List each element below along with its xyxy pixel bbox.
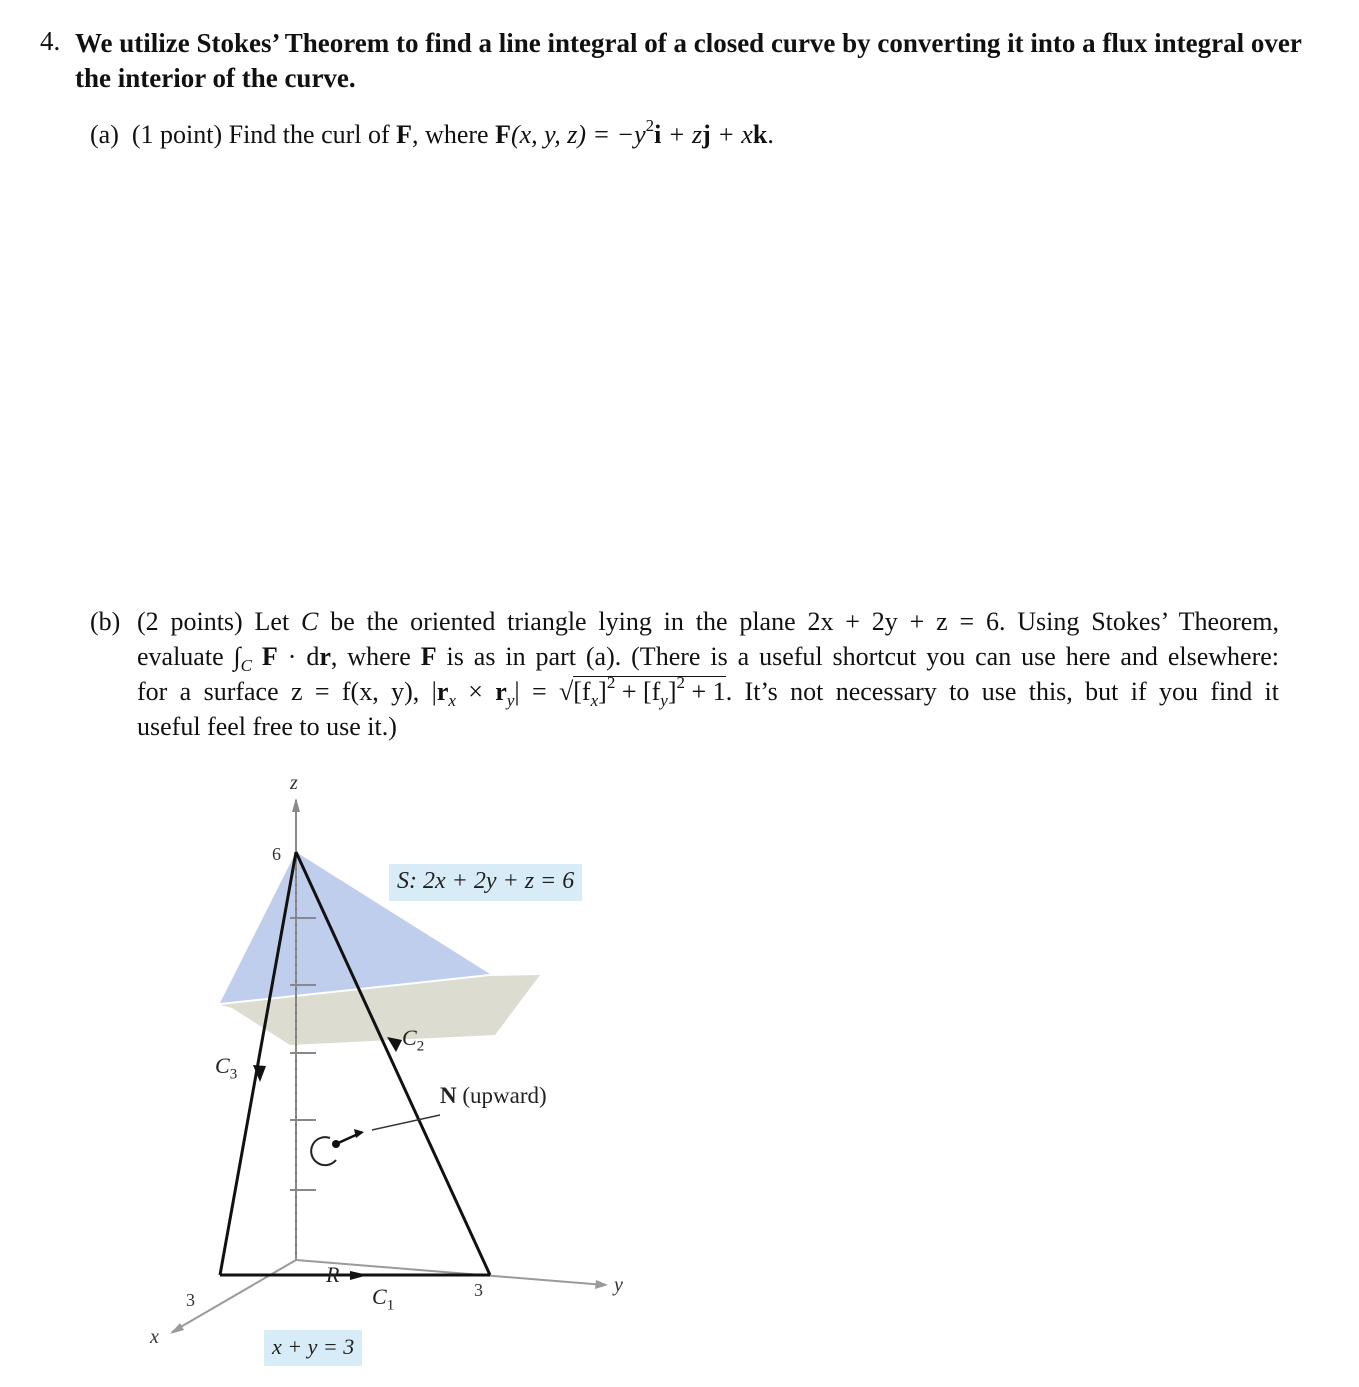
- integral-sign: evaluate ∫: [137, 642, 241, 671]
- part-b-line3-rest: . It’s not necessary to use this, but if you find it: [725, 677, 1280, 706]
- sqrt-fy-open: + [f: [621, 677, 661, 706]
- part-b-points: (2 points): [137, 607, 243, 636]
- curve-c: C: [301, 607, 319, 636]
- c1-label: [372, 1284, 395, 1314]
- region-label: R: [326, 1262, 340, 1287]
- unit-j: j: [702, 120, 711, 149]
- c3-label: [215, 1053, 238, 1083]
- sqrt-sub-x: x: [590, 691, 599, 711]
- boundary-label: x + y = 3: [264, 1330, 362, 1366]
- normal-label: [440, 1083, 547, 1109]
- sub-y: y: [506, 691, 515, 711]
- c2-label: [402, 1025, 425, 1055]
- equals: | =: [514, 677, 547, 706]
- z-tick-6: 6: [272, 844, 281, 864]
- sqrt-sq2: 2: [676, 673, 686, 693]
- surface-formula: for a surface z = f(x, y), |: [137, 677, 437, 706]
- c1-letter: C: [372, 1284, 387, 1309]
- field-symbol: F: [396, 120, 413, 149]
- unit-k: k: [752, 120, 768, 149]
- part-a-label: (a): [90, 120, 119, 149]
- field-expr: (x, y, z) = −y: [510, 120, 646, 149]
- field-symbol-2: F: [495, 120, 511, 149]
- part-b-label: (b): [90, 607, 121, 636]
- dot-d: · d: [287, 642, 320, 671]
- sqrt-expression: [573, 673, 726, 711]
- sqrt-sq1: 2: [606, 673, 616, 693]
- z-axis-arrow: [292, 798, 300, 812]
- part-a-where: , where: [412, 120, 489, 149]
- part-b-let: Let: [254, 607, 290, 636]
- c3-sub: 3: [229, 1066, 238, 1083]
- part-b-line1-rest: be the oriented triangle lying in the plane 2x + 2y + z = 6. Using Stokes’ Theorem,: [330, 607, 1279, 636]
- sqrt-fx-open: [f: [573, 677, 591, 706]
- part-b-line2-rest: is as in part (a). (There is a useful shortcut you can use here and elsewhere:: [446, 642, 1279, 671]
- problem-title: We utilize Stokes’ Theorem to find a line integral of a closed curve by converting it into a flux integral over the interior of the curve.: [75, 28, 1302, 93]
- normal-symbol: N: [440, 1083, 457, 1108]
- sqrt-fy-close: ]: [667, 677, 677, 706]
- part-a-text: Find the curl of: [228, 120, 390, 149]
- unit-i: i: [654, 120, 662, 149]
- y-axis-label: y: [614, 1274, 623, 1296]
- r-y: r: [495, 677, 507, 706]
- z-axis-label: z: [290, 772, 298, 794]
- x-axis-arrow: [170, 1323, 184, 1334]
- sqrt-fx-close: ]: [598, 677, 607, 706]
- integrand-r: r: [319, 642, 331, 671]
- part-b-text: [137, 604, 1279, 744]
- plus-x: + x: [717, 120, 753, 149]
- surface-label: S: 2x + 2y + z = 6: [389, 864, 582, 901]
- normal-arrowhead: [354, 1129, 364, 1138]
- sqrt-plus-one: + 1: [691, 677, 726, 706]
- problem-number: 4.: [40, 26, 61, 56]
- y-axis-line: [296, 1260, 605, 1285]
- exponent: 2: [645, 116, 655, 136]
- period: .: [767, 120, 774, 149]
- c2-sub: 2: [416, 1038, 425, 1055]
- part-b-line-3: for a surface z = f(x, y), $|r_x \times r_y| = √[f_x]^2 + [f_y]^2 + 1$. It’s not necessary to use this, but if you find it: [137, 673, 1280, 711]
- normal-leader: [372, 1115, 440, 1130]
- c2-letter: C: [402, 1025, 417, 1050]
- part-a: [90, 117, 774, 152]
- y-axis-arrow: [595, 1280, 608, 1289]
- stokes-figure: [140, 770, 640, 1380]
- part-b-line-1: [137, 604, 1279, 639]
- x-tick-3: 3: [186, 1290, 195, 1310]
- c1-sub: 1: [386, 1297, 395, 1314]
- part-b-line-2: [137, 639, 1279, 674]
- cross-symbol: ×: [468, 677, 483, 706]
- integrand-f: F: [261, 642, 278, 671]
- normal-note: (upward): [462, 1083, 547, 1108]
- sqrt-sub-y: y: [660, 691, 668, 711]
- c1-arrow: [350, 1271, 368, 1280]
- integral-sub-c: C: [240, 656, 252, 676]
- field-f-ref: F: [420, 642, 437, 671]
- c3-letter: C: [215, 1053, 230, 1078]
- y-tick-3: 3: [474, 1280, 483, 1300]
- part-a-points: (1 point): [131, 120, 223, 149]
- where-text: , where: [330, 642, 411, 671]
- part-b-line-4: useful feel free to use it.): [137, 712, 397, 741]
- x-axis-label: x: [150, 1326, 159, 1348]
- r-x: r: [436, 677, 449, 706]
- rotation-arrow: [311, 1137, 336, 1165]
- sub-x: x: [448, 691, 456, 711]
- normal-vector: [336, 1134, 358, 1144]
- plus-z: + z: [667, 120, 703, 149]
